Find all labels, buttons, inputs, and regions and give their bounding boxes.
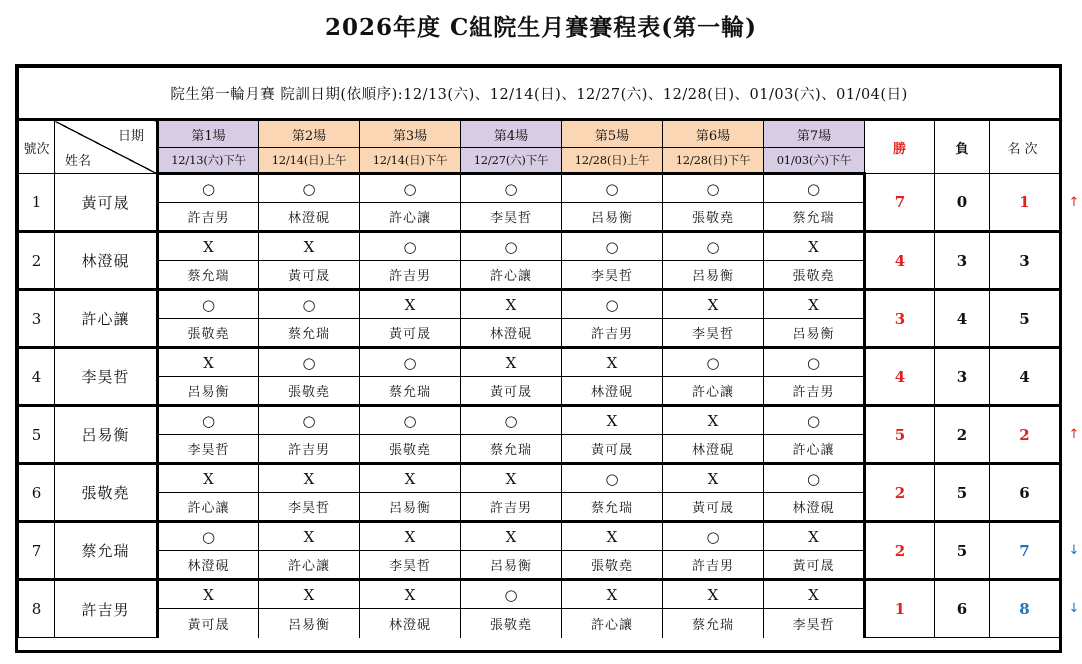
player-name: 許心讓 (55, 290, 158, 348)
opponent-name-cell: 許吉男 (360, 261, 461, 290)
training-dates-info: 院生第一輪月賽 院訓日期(依順序):12/13(六)、12/14(日)、12/27(六)、12/28(日)、01/03(六)、01/04(日) (19, 68, 1060, 120)
opponent-name-cell: 黃可晟 (461, 377, 562, 406)
losses-count: 2 (935, 406, 990, 464)
opponent-name-cell: 張敬堯 (562, 551, 663, 580)
game-5-label: 第5場 (562, 120, 663, 148)
losses-column-header: 負 (935, 120, 990, 174)
opponent-name-cell: 林澄硯 (663, 435, 764, 464)
player-name: 張敬堯 (55, 464, 158, 522)
opponent-name-cell: 蔡允瑞 (461, 435, 562, 464)
opponent-name-cell: 李昊哲 (360, 551, 461, 580)
game-result-cell: ○ (461, 232, 562, 261)
game-result-cell: X (158, 232, 259, 261)
game-result-cell: X (764, 290, 865, 319)
game-result-cell: X (158, 348, 259, 377)
player-number: 1 (19, 174, 55, 232)
number-column-header: 號次 (19, 120, 55, 174)
opponent-name-cell: 許吉男 (158, 203, 259, 232)
rank-trend-down-icon: ↓ (1068, 600, 1080, 616)
opponent-name-cell: 許心讓 (158, 493, 259, 522)
losses-count: 5 (935, 464, 990, 522)
rank-column-header: 名次 (990, 120, 1060, 174)
game-5-date: 12/28(日)上午 (562, 148, 663, 174)
opponent-name-cell: 呂易衡 (663, 261, 764, 290)
opponent-name-cell: 張敬堯 (461, 609, 562, 638)
date-header-label: 日期 (117, 129, 144, 144)
player-number: 5 (19, 406, 55, 464)
game-result-cell: X (663, 290, 764, 319)
game-result-cell: ○ (158, 406, 259, 435)
rank-value: 1 (990, 174, 1060, 232)
opponent-name-cell: 許心讓 (764, 435, 865, 464)
game-result-cell: X (663, 580, 764, 609)
game-result-cell: ○ (562, 464, 663, 493)
losses-count: 3 (935, 232, 990, 290)
game-result-cell: ○ (562, 174, 663, 203)
opponent-name-cell: 許吉男 (461, 493, 562, 522)
game-result-cell: X (259, 232, 360, 261)
game-1-label: 第1場 (158, 120, 259, 148)
opponent-name-cell: 許心讓 (461, 261, 562, 290)
game-result-cell: X (663, 464, 764, 493)
opponent-name-cell: 蔡允瑞 (259, 319, 360, 348)
game-result-cell: ○ (360, 348, 461, 377)
game-result-cell: X (158, 464, 259, 493)
game-result-cell: ○ (360, 232, 461, 261)
player-number: 6 (19, 464, 55, 522)
game-result-cell: ○ (461, 174, 562, 203)
game-result-cell: X (764, 522, 865, 551)
player-result-row (19, 406, 1060, 435)
opponent-name-cell: 張敬堯 (259, 377, 360, 406)
game-result-cell: X (461, 464, 562, 493)
opponent-name-cell: 黃可晟 (663, 493, 764, 522)
opponent-name-cell: 許吉男 (562, 319, 663, 348)
rank-value: 5 (990, 290, 1060, 348)
schedule-table (18, 67, 1060, 638)
rank-value: 8 (990, 580, 1060, 638)
game-result-cell: ○ (360, 406, 461, 435)
game-result-cell: X (360, 290, 461, 319)
game-7-date: 01/03(六)下午 (764, 148, 865, 174)
game-7-label: 第7場 (764, 120, 865, 148)
player-result-row (19, 522, 1060, 551)
game-result-cell: ○ (764, 464, 865, 493)
rank-value: 7 (990, 522, 1060, 580)
opponent-name-cell: 李昊哲 (663, 319, 764, 348)
game-result-cell: X (461, 522, 562, 551)
wins-count: 7 (865, 174, 935, 232)
opponent-name-cell: 呂易衡 (461, 551, 562, 580)
game-result-cell: ○ (461, 406, 562, 435)
game-result-cell: X (461, 290, 562, 319)
opponent-name-cell: 許心讓 (663, 377, 764, 406)
game-result-cell: ○ (764, 174, 865, 203)
game-result-cell: X (562, 580, 663, 609)
opponent-name-cell: 許吉男 (764, 377, 865, 406)
game-result-cell: X (360, 464, 461, 493)
opponent-name-cell: 黃可晟 (259, 261, 360, 290)
game-4-date: 12/27(六)下午 (461, 148, 562, 174)
losses-count: 3 (935, 348, 990, 406)
wins-count: 5 (865, 406, 935, 464)
player-name: 李昊哲 (55, 348, 158, 406)
game-3-date: 12/14(日)下午 (360, 148, 461, 174)
game-result-cell: ○ (259, 406, 360, 435)
rank-value: 2 (990, 406, 1060, 464)
game-result-cell: X (562, 348, 663, 377)
opponent-name-cell: 林澄硯 (158, 551, 259, 580)
opponent-name-cell: 許心讓 (360, 203, 461, 232)
player-result-row (19, 348, 1060, 377)
player-result-row (19, 174, 1060, 203)
opponent-name-cell: 許心讓 (259, 551, 360, 580)
player-result-row (19, 464, 1060, 493)
opponent-name-cell: 林澄硯 (259, 203, 360, 232)
opponent-name-cell: 許心讓 (562, 609, 663, 638)
game-result-cell: ○ (663, 232, 764, 261)
player-number: 8 (19, 580, 55, 638)
game-result-cell: X (663, 406, 764, 435)
game-result-cell: X (259, 580, 360, 609)
opponent-name-cell: 黃可晟 (764, 551, 865, 580)
wins-count: 4 (865, 348, 935, 406)
opponent-name-cell: 許吉男 (663, 551, 764, 580)
player-result-row (19, 580, 1060, 609)
opponent-name-cell: 張敬堯 (764, 261, 865, 290)
game-result-cell: ○ (259, 348, 360, 377)
game-result-cell: ○ (663, 348, 764, 377)
game-4-label: 第4場 (461, 120, 562, 148)
losses-count: 4 (935, 290, 990, 348)
opponent-name-cell: 呂易衡 (562, 203, 663, 232)
game-result-cell: X (259, 522, 360, 551)
game-result-cell: ○ (259, 290, 360, 319)
opponent-name-cell: 李昊哲 (764, 609, 865, 638)
rank-value: 4 (990, 348, 1060, 406)
opponent-name-cell: 黃可晟 (562, 435, 663, 464)
game-result-cell: ○ (259, 174, 360, 203)
game-result-cell: ○ (158, 290, 259, 319)
name-header-label: 姓名 (65, 154, 92, 169)
opponent-name-cell: 林澄硯 (562, 377, 663, 406)
rank-value: 3 (990, 232, 1060, 290)
opponent-name-cell: 黃可晟 (158, 609, 259, 638)
rank-trend-up-icon: ↑ (1068, 194, 1080, 210)
game-6-label: 第6場 (663, 120, 764, 148)
opponent-name-cell: 呂易衡 (360, 493, 461, 522)
opponent-name-cell: 呂易衡 (158, 377, 259, 406)
player-name: 黃可晟 (55, 174, 158, 232)
game-result-cell: X (158, 580, 259, 609)
wins-column-header: 勝 (865, 120, 935, 174)
wins-count: 2 (865, 464, 935, 522)
opponent-name-cell: 張敬堯 (663, 203, 764, 232)
game-result-cell: X (764, 580, 865, 609)
game-result-cell: ○ (158, 522, 259, 551)
opponent-name-cell: 蔡允瑞 (764, 203, 865, 232)
opponent-name-cell: 林澄硯 (764, 493, 865, 522)
game-result-cell: ○ (360, 174, 461, 203)
game-result-cell: X (562, 522, 663, 551)
schedule-sheet (15, 64, 1062, 653)
game-result-cell: X (259, 464, 360, 493)
page-title: 2026年度 C組院生月賽賽程表(第一輪) (324, 14, 758, 41)
opponent-name-cell: 林澄硯 (461, 319, 562, 348)
opponent-name-cell: 林澄硯 (360, 609, 461, 638)
game-1-date: 12/13(六)下午 (158, 148, 259, 174)
game-result-cell: X (360, 580, 461, 609)
game-result-cell: ○ (663, 174, 764, 203)
opponent-name-cell: 蔡允瑞 (562, 493, 663, 522)
opponent-name-cell: 李昊哲 (461, 203, 562, 232)
game-result-cell: ○ (764, 406, 865, 435)
player-number: 3 (19, 290, 55, 348)
opponent-name-cell: 許吉男 (259, 435, 360, 464)
date-name-diagonal-header (55, 120, 158, 174)
game-result-cell: X (562, 406, 663, 435)
opponent-name-cell: 蔡允瑞 (360, 377, 461, 406)
player-result-row (19, 290, 1060, 319)
wins-count: 4 (865, 232, 935, 290)
opponent-name-cell: 張敬堯 (158, 319, 259, 348)
opponent-name-cell: 張敬堯 (360, 435, 461, 464)
opponent-name-cell: 呂易衡 (764, 319, 865, 348)
game-result-cell: ○ (663, 522, 764, 551)
player-name: 林澄硯 (55, 232, 158, 290)
player-number: 4 (19, 348, 55, 406)
opponent-name-cell: 黃可晟 (360, 319, 461, 348)
rank-trend-down-icon: ↓ (1068, 542, 1080, 558)
opponent-name-cell: 李昊哲 (259, 493, 360, 522)
game-3-label: 第3場 (360, 120, 461, 148)
player-result-row (19, 232, 1060, 261)
opponent-name-cell: 蔡允瑞 (663, 609, 764, 638)
player-name: 許吉男 (55, 580, 158, 638)
losses-count: 0 (935, 174, 990, 232)
losses-count: 6 (935, 580, 990, 638)
game-result-cell: ○ (461, 580, 562, 609)
game-result-cell: X (360, 522, 461, 551)
game-6-date: 12/28(日)下午 (663, 148, 764, 174)
rank-value: 6 (990, 464, 1060, 522)
game-result-cell: ○ (562, 290, 663, 319)
player-name: 蔡允瑞 (55, 522, 158, 580)
game-2-date: 12/14(日)上午 (259, 148, 360, 174)
game-result-cell: X (461, 348, 562, 377)
opponent-name-cell: 蔡允瑞 (158, 261, 259, 290)
game-result-cell: ○ (562, 232, 663, 261)
player-number: 7 (19, 522, 55, 580)
losses-count: 5 (935, 522, 990, 580)
wins-count: 1 (865, 580, 935, 638)
rank-trend-up-icon: ↑ (1068, 426, 1080, 442)
opponent-name-cell: 呂易衡 (259, 609, 360, 638)
game-2-label: 第2場 (259, 120, 360, 148)
wins-count: 2 (865, 522, 935, 580)
opponent-name-cell: 李昊哲 (158, 435, 259, 464)
player-name: 呂易衡 (55, 406, 158, 464)
game-result-cell: X (764, 232, 865, 261)
game-result-cell: ○ (764, 348, 865, 377)
player-number: 2 (19, 232, 55, 290)
opponent-name-cell: 李昊哲 (562, 261, 663, 290)
game-result-cell: ○ (158, 174, 259, 203)
wins-count: 3 (865, 290, 935, 348)
